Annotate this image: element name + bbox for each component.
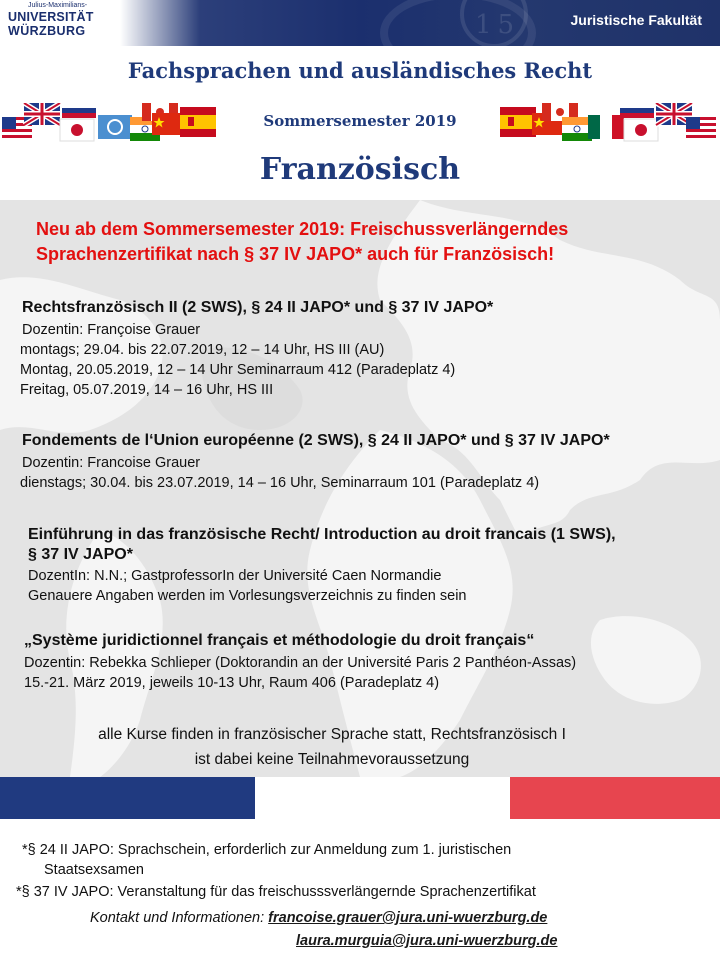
course-3-line-1: DozentIn: N.N.; GastprofessorIn der Université Caen Normandie [28,568,442,584]
course-1-line-3: Montag, 20.05.2019, 12 – 14 Uhr Seminarraum 412 (Paradeplatz 4) [20,362,456,378]
footnote-1 [22,840,511,880]
note-line-2: ist dabei keine Teilnahmevoraussetzung [194,751,470,768]
stripe-red [510,777,720,819]
course-2 [22,432,610,493]
contact-line-2 [296,933,557,949]
course-1-line-1: Dozentin: Françoise Grauer [22,322,201,338]
logo-line-2: UNIVERSITÄT [8,10,94,24]
course-2-line-1: Dozentin: Francoise Grauer [22,455,201,471]
course-3-title-line-2: § 37 IV JAPO* [28,546,133,563]
french-flag-stripes [0,777,720,819]
logo-line-1: Julius-Maximilians- [28,2,88,9]
email-link-1[interactable]: francoise.grauer@jura.uni-wuerzburg.de [268,910,548,926]
course-4 [24,632,576,693]
course-1-title: Rechtsfranzösisch II (2 SWS), § 24 II JAPO* und § 37 IV JAPO* [22,299,494,316]
flags-right-icon [490,103,718,143]
stripe-blue [0,777,255,819]
course-4-line-1: Dozentin: Rebekka Schlieper (Doktorandin an der Université Paris 2 Panthéon-Assas) [24,655,577,671]
language-title: Französisch [259,152,461,187]
course-2-line-2: dienstags; 30.04. bis 23.07.2019, 14 – 16 Uhr, Seminarraum 101 (Paradeplatz 4) [20,475,540,491]
footnote-1-line-2: Staatsexsamen [44,862,144,878]
footnote-1-line-1: *§ 24 II JAPO: Sprachschein, erforderlich zur Anmeldung zum 1. juristischen [22,842,512,858]
email-link-2[interactable]: laura.murguia@jura.uni-wuerzburg.de [296,933,558,949]
faculty-name: Juristische Fakultät [570,12,702,28]
course-1-line-2: montags; 29.04. bis 22.07.2019, 12 – 14 Uhr, HS III (AU) [20,342,385,358]
footnote-2: *§ 37 IV JAPO: Veranstaltung für das freischusssverlängernde Sprachenzertifikat [16,884,536,900]
semester-label: Sommersemester 2019 [263,112,457,130]
flags-right [490,103,718,143]
page-title: Fachsprachen und ausländisches Recht [127,58,593,83]
course-4-line-2: 15.-21. März 2019, jeweils 10-13 Uhr, Raum 406 (Paradeplatz 4) [24,675,440,691]
contact [90,910,547,926]
note [0,722,664,772]
course-4-title: „Système juridictionnel français et méthodologie du droit français“ [24,632,535,649]
announcement-line-2: Sprachenzertifikat nach § 37 IV JAPO* auch für Französisch! [36,244,555,264]
course-3 [28,526,616,606]
course-2-title: Fondements de l‘Union européenne (2 SWS), § 24 II JAPO* und § 37 IV JAPO* [22,432,610,449]
course-1-line-4: Freitag, 05.07.2019, 14 – 16 Uhr, HS III [20,382,274,398]
note-line-1: alle Kurse finden in französischer Sprache statt, Rechtsfranzösisch I [98,726,566,743]
announcement [36,217,568,267]
course-3-title-line-1: Einführung in das französische Recht/ Introduction au droit francais (1 SWS), [28,526,616,543]
contact-label: Kontakt und Informationen: [90,910,265,926]
logo-line-3: WÜRZBURG [8,24,86,38]
announcement-line-1: Neu ab dem Sommersemester 2019: Freischussverlängerndes [36,219,569,239]
seal-digits: 15 [475,10,521,40]
stripe-white [255,777,510,819]
university-logo [8,2,112,42]
course-3-line-2: Genauere Angaben werden im Vorlesungsverzeichnis zu finden sein [28,588,467,604]
course-1 [22,299,493,400]
